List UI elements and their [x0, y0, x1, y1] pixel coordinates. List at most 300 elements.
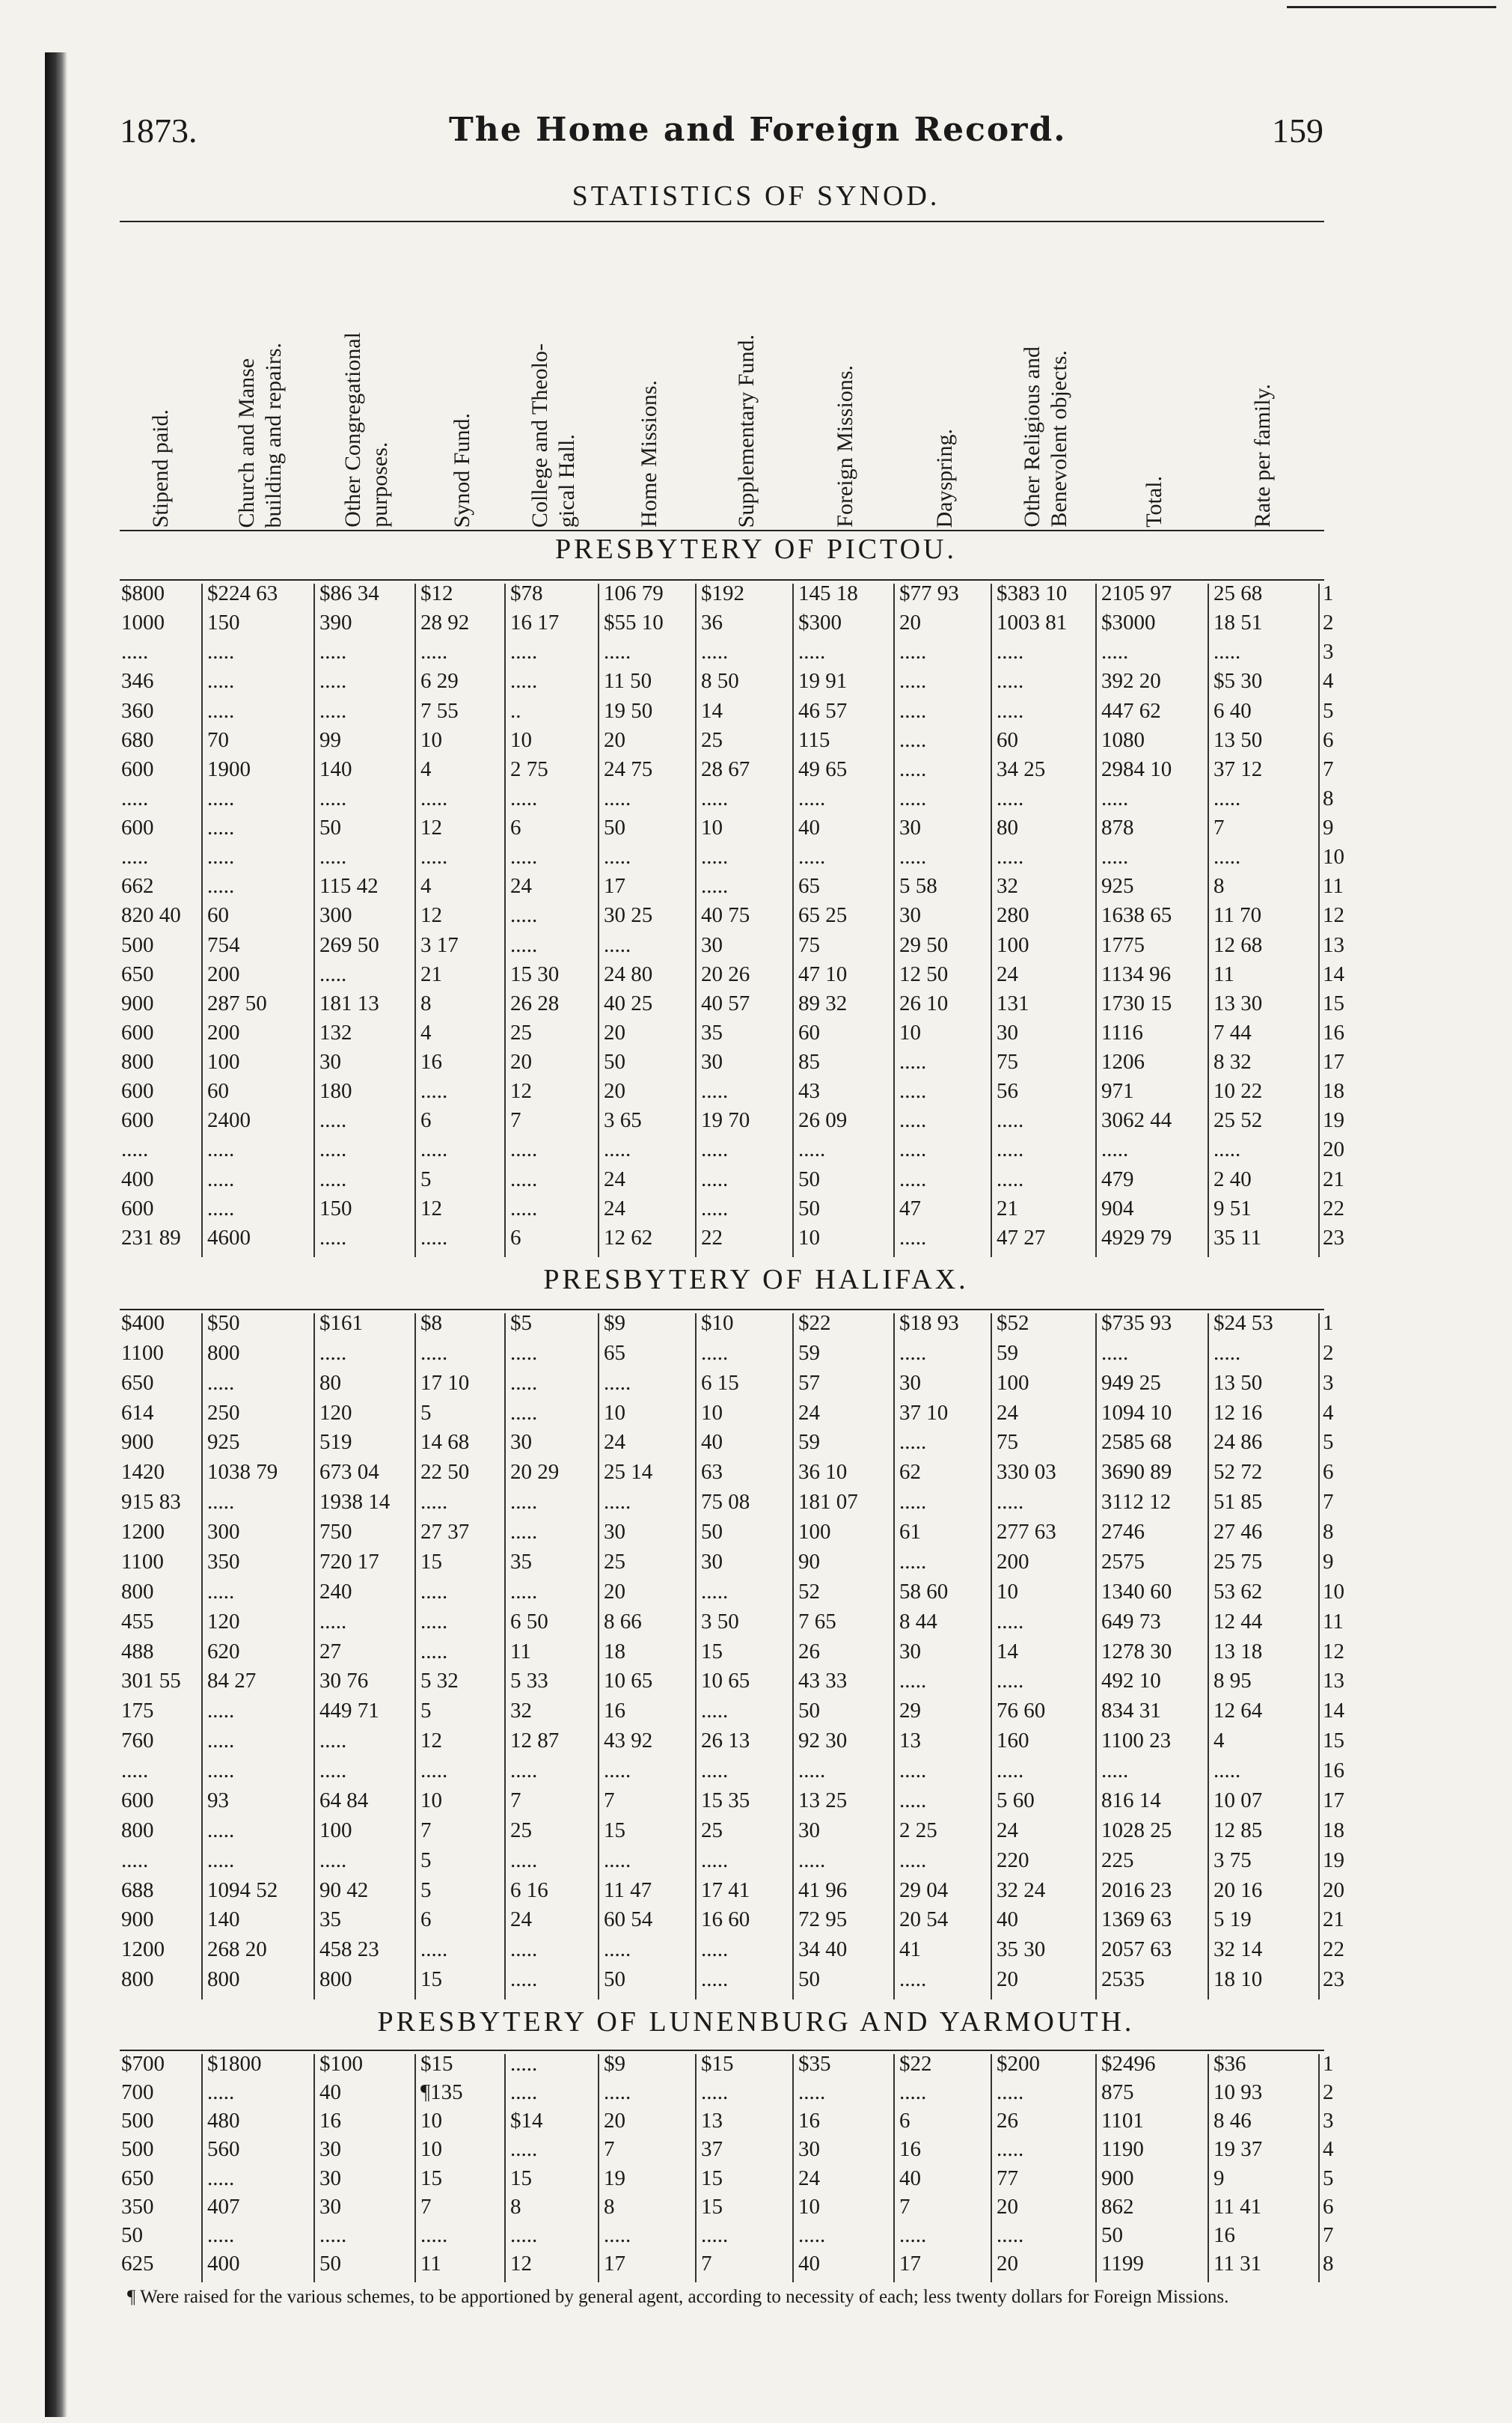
table-cell: 24 80: [604, 962, 653, 986]
table-cell: 625: [121, 2251, 154, 2276]
table-cell: 50: [604, 1050, 625, 1075]
table-cell: .....: [510, 1520, 538, 1544]
table-cell: .....: [510, 1196, 538, 1220]
table-cell: 862: [1101, 2194, 1134, 2219]
table-cell: 75: [997, 1050, 1018, 1075]
table-cell: 925: [207, 1430, 240, 1455]
table-cell: 390: [319, 611, 352, 635]
table-cell: 15 35: [701, 1788, 750, 1812]
table-cell: 878: [1101, 816, 1134, 840]
table-cell: 500: [121, 932, 154, 957]
row-number: 7: [1323, 1490, 1334, 1515]
table-cell: 32: [510, 1699, 532, 1723]
table-cell: 6 15: [701, 1370, 739, 1395]
table-cell: .....: [121, 786, 149, 810]
table-cell: 115: [798, 727, 830, 752]
table-cell: 1340 60: [1101, 1579, 1172, 1604]
table-cell: 2 75: [510, 757, 548, 781]
table-cell: 2575: [1101, 1549, 1145, 1574]
table-cell: 620: [207, 1639, 240, 1663]
table-cell: .....: [701, 1137, 729, 1162]
table-cell: .....: [1213, 845, 1241, 870]
table-cell: .....: [319, 1108, 347, 1133]
table-cell: 16: [604, 1699, 625, 1723]
table-cell: 3 17: [420, 932, 459, 957]
table-cell: .....: [420, 1759, 448, 1783]
table-cell: 35 30: [997, 1937, 1046, 1962]
table-row: [0, 727, 1512, 752]
table-cell: 120: [319, 1400, 352, 1425]
table-cell: 7: [604, 2137, 615, 2162]
table-cell: 27 46: [1213, 1520, 1263, 1544]
table-cell: .....: [604, 1370, 631, 1395]
table-cell: 904: [1101, 1196, 1134, 1220]
table-cell: 20: [604, 727, 625, 752]
column-header: [797, 224, 894, 528]
table-cell: .....: [1213, 1340, 1241, 1365]
table-cell: .....: [510, 1759, 538, 1783]
table-cell: 400: [207, 2251, 240, 2276]
table-cell: 16 60: [701, 1907, 750, 1932]
table-cell: 10 65: [604, 1669, 653, 1693]
table-cell: 16: [899, 2137, 921, 2162]
table-cell: 455: [121, 1609, 154, 1634]
row-number: 20: [1323, 1877, 1344, 1902]
table-cell: 11: [510, 1639, 531, 1663]
table-cell: 61: [899, 1520, 921, 1544]
table-cell: 5: [420, 1400, 432, 1425]
table-cell: 50: [798, 1699, 820, 1723]
row-number: 7: [1323, 757, 1334, 781]
table-cell: .....: [510, 1490, 538, 1515]
table-row: [0, 1167, 1512, 1191]
table-row: [0, 1788, 1512, 1812]
table-cell: 30: [899, 816, 921, 840]
table-cell: 63: [701, 1460, 723, 1485]
column-header: [602, 224, 696, 528]
table-cell: .....: [207, 669, 235, 694]
table-cell: 50: [319, 816, 341, 840]
table-cell: .....: [701, 1340, 729, 1365]
table-cell: .....: [798, 2080, 826, 2105]
table-cell: 8: [510, 2194, 521, 2219]
table-cell: 50: [798, 1967, 820, 1992]
table-cell: .....: [207, 845, 235, 870]
row-number: 19: [1323, 1108, 1344, 1133]
table-cell: 5 19: [1213, 1907, 1252, 1932]
table-cell: .....: [510, 1400, 538, 1425]
table-cell: 14 68: [420, 1430, 470, 1455]
table-row: [0, 2194, 1512, 2219]
table-row: [0, 1729, 1512, 1753]
table-cell: 30: [319, 2166, 341, 2190]
column-header: [898, 224, 991, 528]
table-cell: 131: [997, 991, 1029, 1015]
table-cell: 15: [510, 2166, 532, 2190]
table-row: [0, 1196, 1512, 1220]
table-cell: 25: [701, 727, 723, 752]
table-cell: 24: [604, 1196, 625, 1220]
table-cell: 10: [420, 1788, 442, 1812]
table-cell: 4: [420, 1020, 432, 1045]
table-cell: 140: [207, 1907, 240, 1932]
table-cell: 50: [798, 1167, 820, 1191]
table-cell: 53 62: [1213, 1579, 1263, 1604]
table-cell: 458 23: [319, 1937, 379, 1962]
table-cell: 330 03: [997, 1460, 1056, 1485]
table-cell: 20: [997, 2194, 1018, 2219]
table-cell: .....: [121, 845, 149, 870]
table-cell: 181 13: [319, 991, 379, 1015]
section-rule: [120, 1309, 1324, 1310]
table-cell: 816 14: [1101, 1788, 1161, 1812]
table-cell: 52 72: [1213, 1460, 1263, 1485]
table-cell: 650: [121, 1370, 154, 1395]
row-number: 22: [1323, 1196, 1344, 1220]
table-cell: .....: [899, 1759, 927, 1783]
table-cell: 75: [997, 1430, 1018, 1455]
table-cell: 10: [510, 727, 532, 752]
table-cell: 15: [420, 1967, 442, 1992]
table-cell: 8: [604, 2194, 615, 2219]
table-cell: .....: [420, 1490, 448, 1515]
table-cell: 600: [121, 1108, 154, 1133]
table-cell: $700: [121, 2052, 165, 2076]
table-cell: 8: [420, 991, 432, 1015]
table-cell: .....: [207, 816, 235, 840]
table-cell: 30: [899, 1639, 921, 1663]
table-row: [0, 1759, 1512, 1783]
row-number: 2: [1323, 2080, 1334, 2105]
table-cell: .....: [510, 786, 538, 810]
table-cell: .....: [701, 1579, 729, 1604]
table-cell: 30: [798, 2137, 820, 2162]
table-cell: .....: [899, 1967, 927, 1992]
table-cell: $10: [701, 1311, 734, 1335]
table-cell: $14: [510, 2109, 543, 2133]
table-cell: .....: [899, 1430, 927, 1455]
table-cell: 30: [510, 1430, 532, 1455]
table-cell: .....: [997, 1669, 1024, 1693]
table-cell: .....: [420, 1579, 448, 1604]
table-cell: 1003 81: [997, 611, 1068, 635]
table-cell: 7 44: [1213, 1020, 1252, 1045]
table-cell: $77 93: [899, 581, 959, 605]
table-cell: .....: [207, 1699, 235, 1723]
table-cell: 10: [420, 727, 442, 752]
table-cell: 19 70: [701, 1108, 750, 1133]
table-cell: .....: [319, 1729, 347, 1753]
table-cell: 59: [798, 1340, 820, 1365]
table-cell: 30: [798, 1818, 820, 1842]
table-cell: 2535: [1101, 1967, 1145, 1992]
table-cell: 4929 79: [1101, 1225, 1172, 1250]
table-cell: 9: [1213, 2166, 1225, 2190]
table-cell: .....: [319, 1340, 347, 1365]
table-cell: .....: [997, 698, 1024, 723]
table-cell: .....: [604, 786, 631, 810]
table-cell: 76 60: [997, 1699, 1046, 1723]
table-cell: 5 32: [420, 1669, 459, 1693]
table-cell: $192: [701, 581, 744, 605]
table-cell: 15: [701, 2194, 723, 2219]
table-cell: 900: [121, 1430, 154, 1455]
table-row: [0, 1340, 1512, 1365]
table-cell: 50: [798, 1196, 820, 1220]
table-cell: 673 04: [319, 1460, 379, 1485]
row-number: 18: [1323, 1818, 1344, 1842]
table-cell: 12 85: [1213, 1818, 1263, 1842]
table-cell: 30: [604, 1520, 625, 1544]
table-cell: 60: [207, 903, 229, 928]
table-cell: $300: [798, 611, 842, 635]
table-cell: .....: [997, 1609, 1024, 1634]
table-row: [0, 1430, 1512, 1455]
table-cell: 2400: [207, 1108, 251, 1133]
table-cell: 662: [121, 874, 154, 899]
table-cell: .....: [701, 2222, 729, 2247]
table-cell: 971: [1101, 1079, 1134, 1104]
table-cell: 26 10: [899, 991, 949, 1015]
table-cell: .....: [899, 2222, 927, 2247]
table-cell: 1730 15: [1101, 991, 1172, 1015]
table-cell: 25 75: [1213, 1549, 1263, 1574]
table-cell: 89 32: [798, 991, 848, 1015]
table-cell: 35: [701, 1020, 723, 1045]
row-number: 6: [1323, 2194, 1334, 2219]
table-cell: 40: [899, 2166, 921, 2190]
table-cell: 13 18: [1213, 1639, 1263, 1663]
table-cell: 40 75: [701, 903, 750, 928]
table-cell: .....: [319, 669, 347, 694]
table-cell: 12: [510, 1079, 532, 1104]
table-cell: .....: [798, 1848, 826, 1872]
table-cell: 60: [207, 1079, 229, 1104]
table-cell: 301 55: [121, 1669, 181, 1693]
table-cell: 12: [420, 903, 442, 928]
table-cell: 92 30: [798, 1729, 848, 1753]
table-cell: .....: [798, 1137, 826, 1162]
table-cell: 13 50: [1213, 727, 1263, 752]
table-cell: 600: [121, 1196, 154, 1220]
table-cell: .....: [420, 1609, 448, 1634]
table-cell: 15: [420, 2166, 442, 2190]
table-cell: 600: [121, 816, 154, 840]
table-cell: 7: [604, 1788, 615, 1812]
table-row: [0, 1020, 1512, 1045]
table-cell: 19: [604, 2166, 625, 2190]
table-cell: 900: [121, 991, 154, 1015]
table-cell: .....: [899, 1050, 927, 1075]
table-cell: 26 13: [701, 1729, 750, 1753]
table-cell: 7: [701, 2251, 712, 2276]
row-number: 10: [1323, 1579, 1344, 1604]
table-cell: 24: [510, 874, 532, 899]
table-cell: 925: [1101, 874, 1134, 899]
row-number: 14: [1323, 1699, 1344, 1723]
table-cell: 25 14: [604, 1460, 653, 1485]
table-cell: 25: [604, 1549, 625, 1574]
table-row: [0, 1699, 1512, 1723]
table-row: [0, 786, 1512, 810]
table-cell: 12 50: [899, 962, 949, 986]
table-cell: 181 07: [798, 1490, 858, 1515]
table-cell: 11: [1213, 962, 1234, 986]
row-number: 10: [1323, 845, 1344, 870]
table-cell: $400: [121, 1311, 165, 1335]
table-cell: 40: [798, 816, 820, 840]
table-row: [0, 2166, 1512, 2190]
table-cell: 400: [121, 1167, 154, 1191]
table-cell: 900: [1101, 2166, 1134, 2190]
table-cell: 46 57: [798, 698, 848, 723]
row-number: 17: [1323, 1788, 1344, 1812]
table-cell: .....: [510, 1370, 538, 1395]
table-cell: 220: [997, 1848, 1029, 1872]
table-cell: 25: [510, 1020, 532, 1045]
table-cell: 19 91: [798, 669, 848, 694]
table-cell: 834 31: [1101, 1699, 1161, 1723]
table-cell: 20: [997, 2251, 1018, 2276]
table-row: [0, 845, 1512, 870]
table-cell: 1900: [207, 757, 251, 781]
table-row: [0, 611, 1512, 635]
table-cell: .....: [510, 2137, 538, 2162]
table-cell: .....: [899, 1108, 927, 1133]
table-cell: 200: [207, 1020, 240, 1045]
table-cell: 11: [420, 2251, 441, 2276]
table-cell: .....: [1101, 1340, 1129, 1365]
table-cell: $35: [798, 2052, 831, 2076]
table-cell: 519: [319, 1430, 352, 1455]
table-cell: 20: [604, 2109, 625, 2133]
table-cell: .....: [420, 1137, 448, 1162]
column-header-label: Dayspring.: [931, 428, 957, 528]
table-cell: 1000: [121, 611, 165, 635]
row-number: 1: [1323, 581, 1334, 605]
table-row: [0, 1848, 1512, 1872]
table-cell: 36 10: [798, 1460, 848, 1485]
table-cell: 200: [997, 1549, 1029, 1574]
table-row: [0, 1818, 1512, 1842]
table-cell: 287 50: [207, 991, 267, 1015]
table-cell: .....: [510, 2222, 538, 2247]
table-cell: 12: [420, 816, 442, 840]
table-cell: 175: [121, 1699, 154, 1723]
table-cell: 900: [121, 1907, 154, 1932]
table-cell: .....: [899, 786, 927, 810]
table-cell: 20: [997, 1967, 1018, 1992]
table-cell: 600: [121, 1020, 154, 1045]
table-cell: 20 29: [510, 1460, 560, 1485]
table-cell: $22: [899, 2052, 932, 2076]
table-cell: 16: [319, 2109, 341, 2133]
row-number: 23: [1323, 1225, 1344, 1250]
table-cell: .....: [319, 640, 347, 664]
table-cell: 4: [420, 757, 432, 781]
table-cell: 2984 10: [1101, 757, 1172, 781]
row-number: 22: [1323, 1937, 1344, 1962]
table-cell: 32 24: [997, 1877, 1046, 1902]
table-cell: .....: [1101, 1137, 1129, 1162]
table-cell: 6: [420, 1108, 432, 1133]
table-cell: 3 75: [1213, 1848, 1252, 1872]
table-cell: .....: [207, 1818, 235, 1842]
table-cell: 800: [121, 1050, 154, 1075]
table-cell: 15: [701, 1639, 723, 1663]
table-cell: 85: [798, 1050, 820, 1075]
table-row: [0, 1549, 1512, 1574]
table-cell: 1080: [1101, 727, 1145, 752]
table-cell: 60: [997, 727, 1018, 752]
table-cell: .....: [899, 1079, 927, 1104]
table-cell: 57: [798, 1370, 820, 1395]
table-row: [0, 1108, 1512, 1133]
table-cell: 5 33: [510, 1669, 548, 1693]
table-cell: 15 30: [510, 962, 560, 986]
table-cell: .....: [899, 845, 927, 870]
table-cell: 1199: [1101, 2251, 1144, 2276]
table-cell: .....: [701, 845, 729, 870]
table-cell: 500: [121, 2137, 154, 2162]
table-cell: 40: [701, 1430, 723, 1455]
table-cell: 50: [1101, 2222, 1123, 2247]
table-cell: 280: [997, 903, 1029, 928]
table-cell: .....: [701, 874, 729, 899]
row-number: 21: [1323, 1167, 1344, 1191]
table-cell: 145 18: [798, 581, 858, 605]
table-cell: .....: [510, 1340, 538, 1365]
table-cell: 150: [207, 611, 240, 635]
column-header-label: College and Theolo- gical Hall.: [527, 343, 579, 528]
table-cell: ..: [510, 698, 521, 723]
table-cell: 51 85: [1213, 1490, 1263, 1515]
table-cell: 720 17: [319, 1549, 379, 1574]
table-cell: 17: [899, 2251, 921, 2276]
table-cell: 30: [319, 2137, 341, 2162]
table-cell: 800: [121, 1818, 154, 1842]
table-row: [0, 1490, 1512, 1515]
table-cell: .....: [1101, 640, 1129, 664]
table-cell: 100: [997, 1370, 1029, 1395]
table-row: [0, 1400, 1512, 1425]
table-cell: 11 41: [1213, 2194, 1262, 2219]
table-cell: 1094 52: [207, 1877, 278, 1902]
table-row: [0, 2080, 1512, 2105]
table-cell: 268 20: [207, 1937, 267, 1962]
table-row: [0, 1669, 1512, 1693]
table-cell: .....: [798, 2222, 826, 2247]
column-header-label: Total.: [1141, 476, 1166, 528]
row-number: 1: [1323, 1311, 1334, 1335]
table-cell: 24: [510, 1907, 532, 1932]
row-number: 8: [1323, 1520, 1334, 1544]
table-cell: .....: [420, 1639, 448, 1663]
table-cell: .....: [701, 1759, 729, 1783]
table-cell: 8 32: [1213, 1050, 1252, 1075]
table-cell: $36: [1213, 2052, 1246, 2076]
table-cell: $78: [510, 581, 543, 605]
table-cell: 17 41: [701, 1877, 750, 1902]
table-cell: 17: [604, 2251, 625, 2276]
table-cell: 59: [997, 1340, 1018, 1365]
table-cell: .....: [604, 1490, 631, 1515]
table-cell: .....: [798, 845, 826, 870]
table-cell: 4: [420, 874, 432, 899]
table-cell: 3690 89: [1101, 1460, 1172, 1485]
page-year: 1873.: [120, 111, 198, 150]
table-cell: 50: [604, 1967, 625, 1992]
